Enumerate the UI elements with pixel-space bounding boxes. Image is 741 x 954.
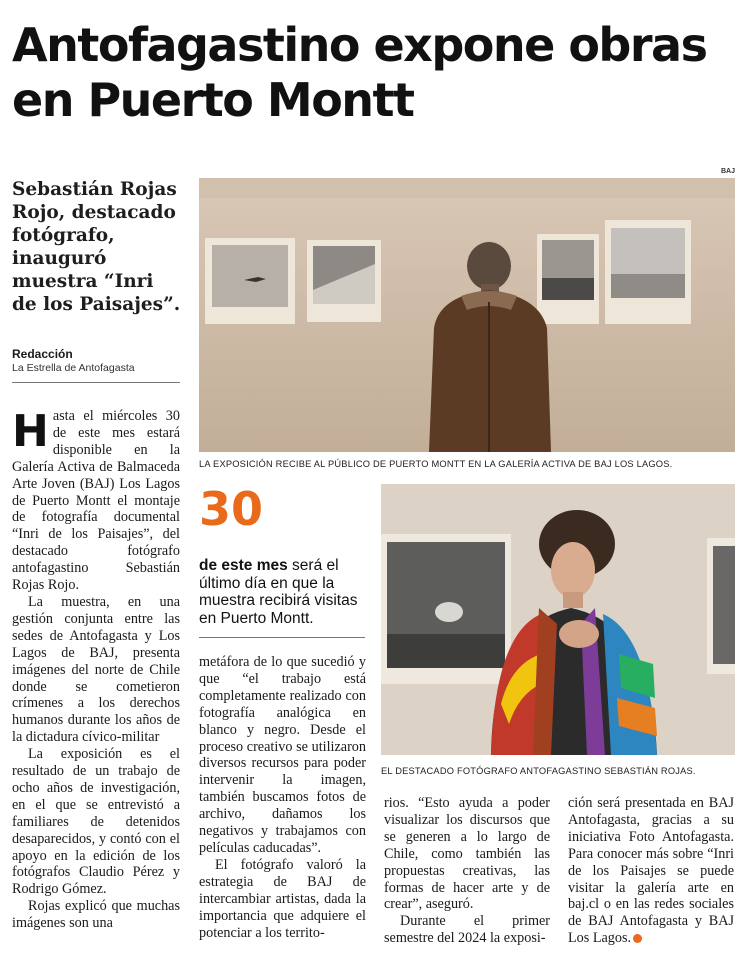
end-mark-icon <box>633 934 642 943</box>
article-headline: Antofagastino expone obras en Puerto Montt <box>12 18 707 127</box>
paragraph: La exposición es el resultado de un trabajo de ocho años de investigación, en el que se entrevistó a familiares de detenidos desaparecidos, y contó con el apoyo en la edición de los fotógrafos Claudio Pérez y Rodrigo Gómez. <box>12 746 180 898</box>
highlight-bold: de este mes <box>199 557 288 574</box>
top-photo-caption: LA EXPOSICIÓN RECIBE AL PÚBLICO DE PUERTO MONTT EN LA GALERÍA ACTIVA DE BAJ LOS LAGOS. <box>199 459 673 469</box>
gallery-scene-image <box>199 178 735 452</box>
paragraph <box>568 795 734 947</box>
highlight-body: será el último día en que la muestra recibirá visitas en Puerto Montt. <box>199 557 358 627</box>
highlight-divider <box>199 637 365 638</box>
highlight-number: 30 <box>199 482 264 536</box>
byline-divider <box>12 382 180 383</box>
paragraph: El fotógrafo valoró la estrategia de BAJ de intercambiar artistas, dada la importancia que adquiere el potenciar a los territo- <box>199 856 366 941</box>
gallery-photo <box>199 178 735 452</box>
bottom-photo-caption: EL DESTACADO FOTÓGRAFO ANTOFAGASTINO SEBASTIÁN ROJAS. <box>381 766 696 776</box>
body-column-4 <box>568 795 734 947</box>
paragraph <box>12 408 180 594</box>
byline: Redacción <box>12 347 73 361</box>
body-column-1 <box>12 408 180 932</box>
paragraph: Rojas explicó que muchas imágenes son una <box>12 898 180 932</box>
paragraph-text: asta el miércoles 30 de este mes estará disponible en la Galería Activa de Balmaceda Arte Joven (BAJ) Los Lagos de Puerto Montt el montaje de fotografía documental “Inri de los Paisajes”, del destacado fotógrafo antofagastino Sebastián Rojas Rojo. <box>12 408 180 594</box>
highlight-text <box>199 557 369 627</box>
paragraph: La muestra, en una gestión conjunta entre las sedes de Antofagasta y Los Lagos de BAJ, presenta imágenes del norte de Chile donde se cometieron crímenes a los derechos humanos durante los años de la dictadura cívico-militar <box>12 593 180 746</box>
photographer-portrait-image <box>381 484 735 755</box>
article-deck: Sebastián Rojas Rojo, destacado fotógrafo, inauguró muestra “Inri de los Paisajes”. <box>12 179 181 315</box>
drop-cap: H <box>12 406 49 457</box>
paragraph: rios. “Esto ayuda a poder visualizar los discursos que se generen a lo largo de Chile, como también las propuestas creativas, las formas de hacer arte y de crear”, aseguró. <box>384 795 550 913</box>
body-column-3 <box>384 795 550 947</box>
photo-credit: BAJ <box>721 168 736 175</box>
photographer-photo <box>381 484 735 755</box>
paragraph: metáfora de lo que sucedió y que “el trabajo está completamente realizado con fotografía analógica en blanco y negro. Desde el proceso creativo se utilizaron diversos recursos para poder intervenir la imagen, también buscamos fotos de archivo, dañamos los negativos y trabajamos con películas caducadas”. <box>199 654 366 856</box>
paragraph: Durante el primer semestre del 2024 la exposi- <box>384 913 550 947</box>
body-column-2 <box>199 654 366 941</box>
byline-source: La Estrella de Antofagasta <box>12 362 135 374</box>
paragraph-text: ción será presentada en BAJ Antofagasta, gracias a su iniciativa Foto Antofagasta. Para conocer más sobre “Inri de los Paisajes se puede visitar la galería arte en baj.cl o en las redes sociales de BAJ Antofagasta y BAJ Los Lagos. <box>568 795 734 947</box>
